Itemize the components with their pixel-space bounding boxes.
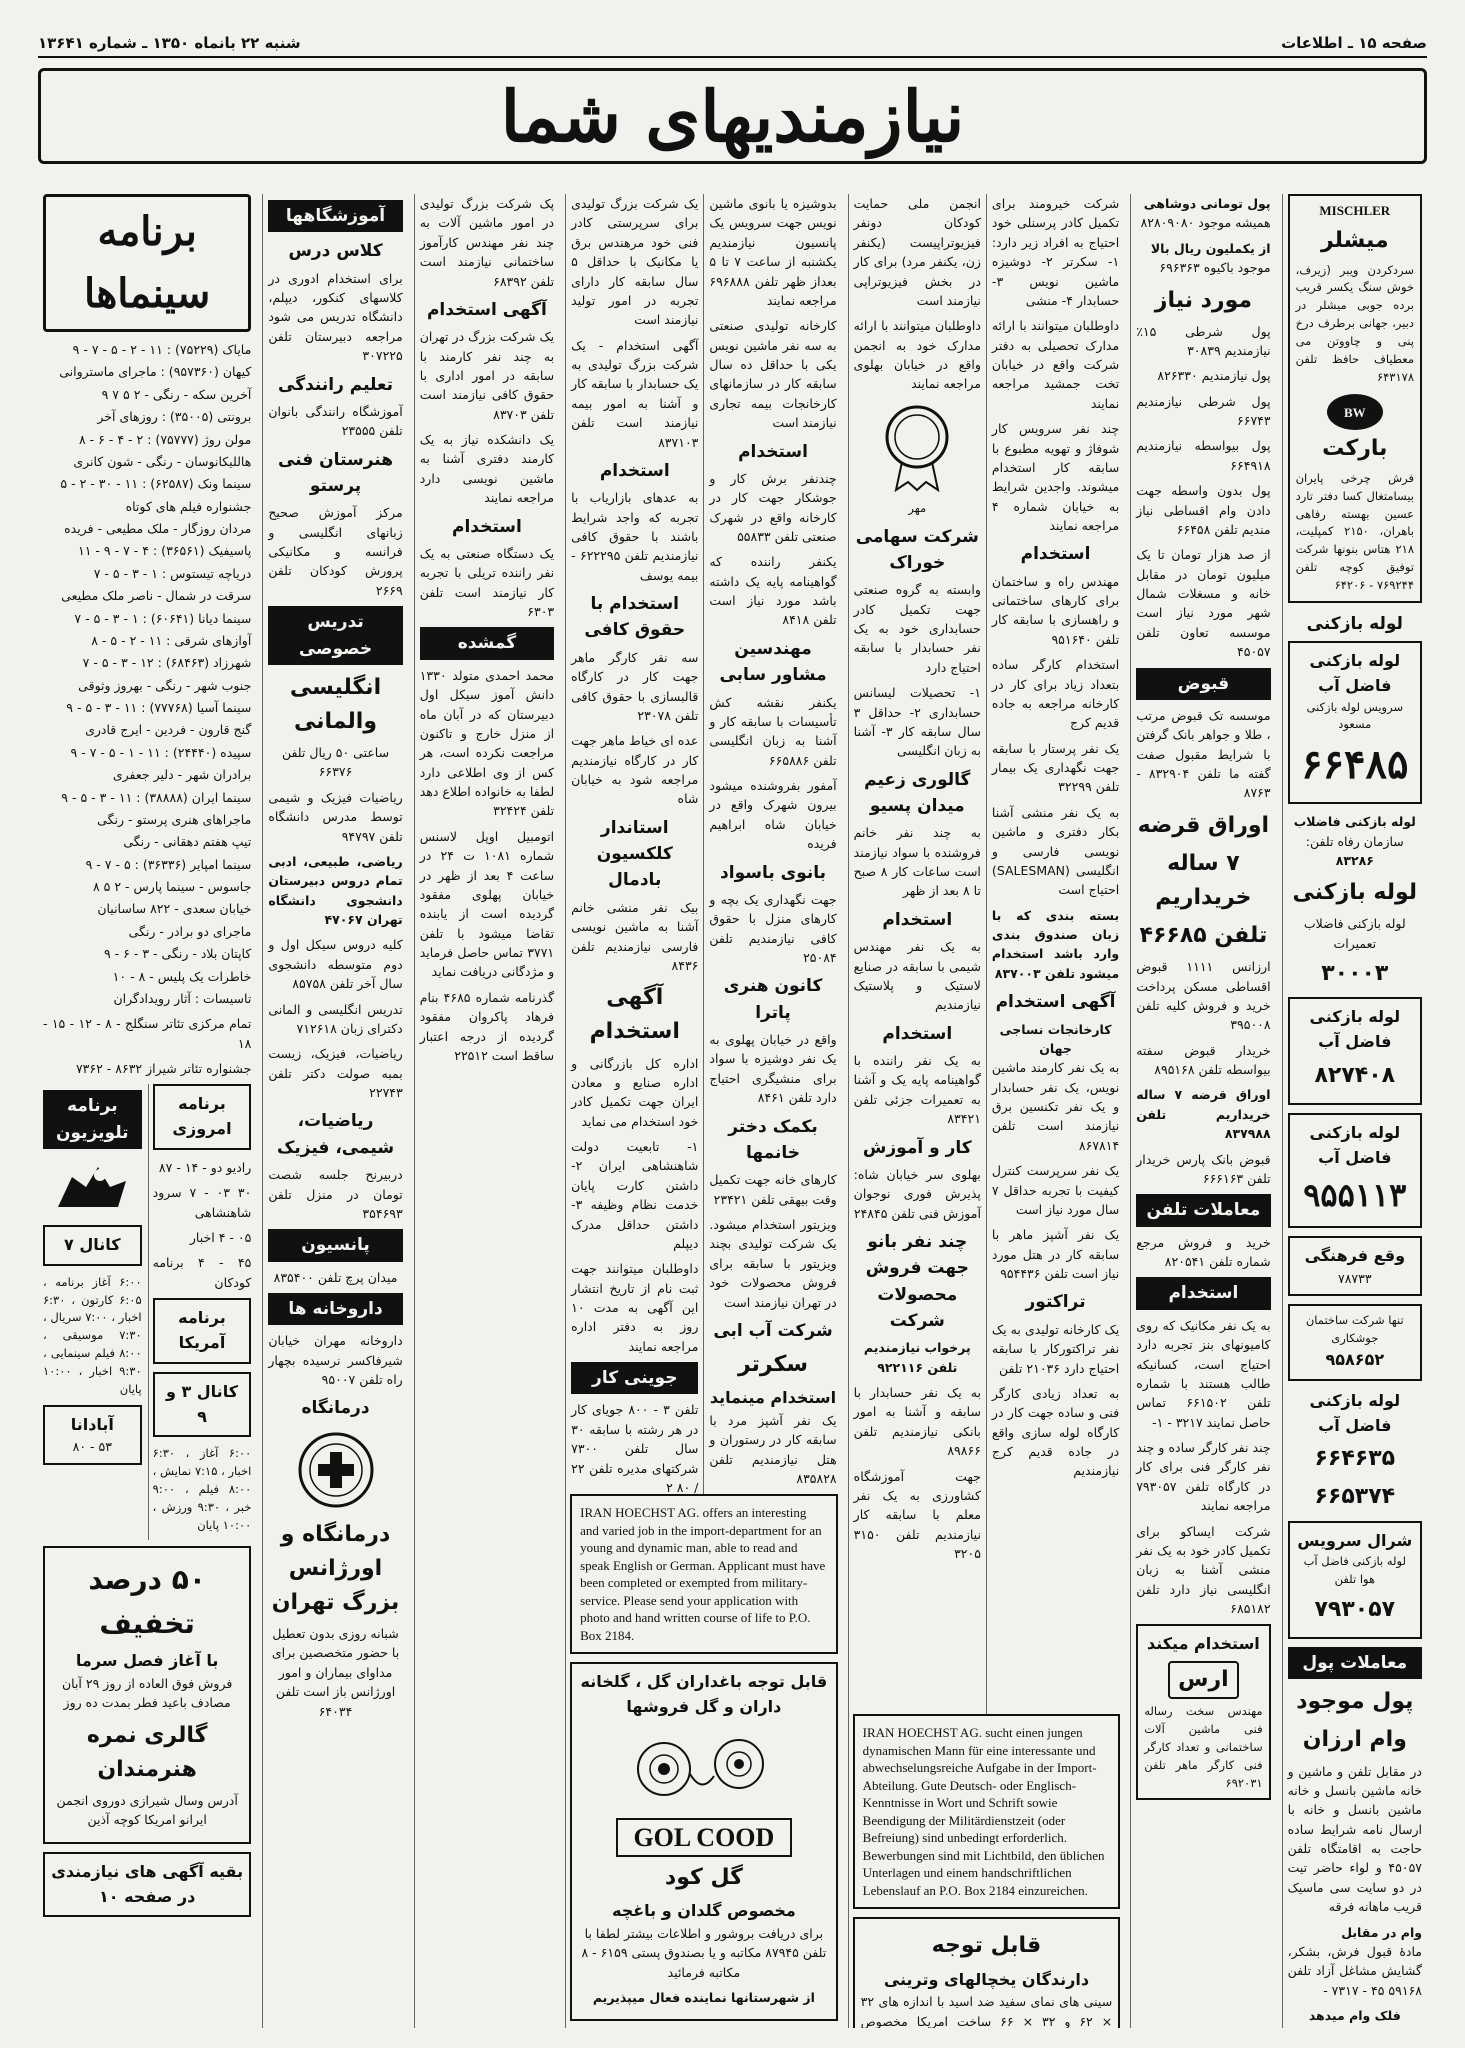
job-ad-24: جهت آموزشگاه کشاورزی به یک نفر معلم با سابقه کار نیازمندیم تلفن ۳۱۵۰ ۳۲۰۵ [853,1468,981,1562]
job-ad-10: یک نفر سرپرست کنترل کیفیت با تجربه حداقل ۷ سال مورد نیاز است [991,1163,1120,1217]
job-ad-15: داوطلبان میتوانند با ارائه مدارک خود به انجمن واقع در خیابان بهلوی مراجعه نمایند [853,318,981,392]
theatre-note-3: جشنواره تئاتر شیراز ۸۶۳۲ - ۷۳۶۲ [75,1061,252,1076]
cultural-ad-phone: ۷۸۷۳۳ [1338,1270,1372,1286]
trade-text: خرید و فروش مرجع شماره تلفن ۸۲۰۵۴۱ [1136,1234,1271,1270]
job-ad-27: چندنفر برش کار و جوشکار جهت کار در کارخانه واقع در شهرک صنعتی تلفن ۵۵۸۳۳ [709,470,837,544]
job-ad-31: جهت نگهداری یک بچه و کارهای منزل با حقوق کافی نیازمندیم تلفن ۲۵۰۸۴ [709,891,837,965]
column-5-6-body [566,194,842,1494]
school-ad-1: برای استخدام ادوری در کلاسهای کنکور، دیپلم، دانشگاه تدریس می شود مراجعه دبیرستان تلفن ۳۰۷۲۲۵ [268,270,403,364]
job-ad-23: به یک نفر حسابدار با سابقه و آشنا به امور بانکی نیازمندیم تلفن ۸۹۸۶۶ [853,1385,981,1459]
job-ad-21-title: کار و آموزش [862,1137,972,1158]
pipe-ad-1-sub: سرویس لوله بازکنی مسعود [1306,699,1404,732]
pipe-ad-6-title: لوله بازکنی فاضل آب [1309,1390,1401,1435]
fridge-ad-sub: دارندگان یخچالهای وترینی [883,1969,1090,1989]
money-ad-6: پول بیواسطه نیازمندیم ۶۶۴۹۱۸ [1136,438,1271,473]
job-ad-14: انجمن ملی حمایت کودکان دونفر فیزیوتراپیست (یکنفر زن، یکنفر مرد) برای کار در بخش فیزیوتراپی نیازمند است [853,196,981,308]
gol-cood-city: از شهرستانها نماینده فعال میپذیریم [592,1990,815,2006]
mischler-text: سردکردن ویبر (زیرف، خوش سنگ یکسر قریب برده جوبی میشلر در دبیر، جهانی برطرف درخ پنی و چاووتن می معطیاف حافظ تلفن ۶۴۳۱۷۸ [1295,262,1414,384]
bond-sub: ۷ ساله خریداریم [1155,850,1252,910]
clinic-heading: درمانگاه [301,1398,370,1419]
job-ad-4-heading: استخدام [1020,544,1091,565]
cinema-listing: خاطرات یک پلیس - ۸ - ۱۰ [112,968,252,984]
section-banner [38,68,1427,164]
tv-section [43,1084,251,1540]
job-ad-16-title: شرکت سهامی خوراک [855,526,979,573]
job-ad-19: به یک نفر مهندس شیمی با سابقه در صنایع لاستیک و پلاستیک نیازمندیم [853,939,981,1013]
cinema-listing: برادران شهر - دلیر جعفری [112,767,252,783]
cinema-listing: تیپ هفتم دهقانی - رنگی [123,834,252,850]
hire-ad-2: چند نفر کارگر ساده و چند نفر کارگر فنی برای کار در کارگاه تلفن ۷۹۳۰۵۷ مراجعه نمایند [1136,1440,1271,1514]
job-ad-19-heading: استخدام [882,909,953,930]
pharmacy-text: داروخانه مهران خیابان شیرفاکسر نرسیده بچهار راه تلفن ۹۵۰۰۷ [268,1333,403,1388]
job-ad-47: ۱- تابعیت دولت شاهنشاهی ایران ۲- داشتن کارت پایان خدمت نظام وظیفه ۳- داشتن حداقل مدرک دیپلم [571,1139,699,1251]
job-ad-5: استخدام کارگر ساده بتعداد زیاد برای کار در کارخانه مراجعه به جاده قدیم کرج [991,657,1120,731]
channel-39-label: کانال ۳ و ۹ [153,1372,252,1438]
radio-heading: رادیو دو - ۱۴ - ۸۷ [158,1159,252,1175]
job-ad-12: یک کارخانه تولیدی به یک نفر تراکتورکار با سابقه احتیاج دارد ۲۱۰۳۶ تلفن [991,1321,1120,1376]
tutor-ad-7-title: ریاضیات، شیمی، فیزیک [276,1111,395,1158]
job-ad-34: ویزیتور استخدام میشود. یک شرکت تولیدی بچند ویزیتور با سابقه برای فروش محصولات خود در تهران نیازمند است [709,1217,837,1310]
pipe-ad-4-phone: ۸۲۷۴۰۸ [1314,1062,1396,1088]
hire-ad-3: شرکت ایساکو برای تکمیل کادر خود به یک نفر منشی آشنا به زبان انگلیسی نیاز دارد تلفن ۶۸۵۱۸۲ [1136,1523,1271,1616]
service-ad-phone: ۷۹۳۰۵۷ [1314,1596,1396,1622]
cultural-ad-2 [1288,1304,1422,1380]
running-header [38,34,1427,58]
private-tutor-heading: تدریس خصوصی [268,606,402,665]
money-ad-1-title: پول تومانی دوشاهی [1143,196,1271,211]
cinema-listing: شهرزاد (۶۸۴۶۳) : ۱۲ - ۳ - ۵ - ۷ [82,655,252,671]
pipe-ad-3-phone: ۳۰۰۰۳ [1321,961,1389,987]
cinema-listing: کیهان (۹۵۷۳۶۰) : ماجرای ماستروانی [59,364,252,380]
loan-ad [1288,1923,1422,2001]
job-ad-29-title: مهندسین مشاور سابی [719,638,827,686]
column-3-4 [848,194,1125,2028]
job-ad-26: کارخانه تولیدی صنعتی به سه نفر ماشین نویس یکی با حداقل ده سال سابقه کار در سازمانهای کارخانجات بیمه تجاری نیازمند است [709,318,837,431]
job-ad-9-title: آگهی استخدام [995,992,1116,1013]
clinic-title: درمانگاه و اورژانس بزرگ تهران [271,1521,400,1615]
loan-ad-2-text [1288,2025,1422,2028]
pipe-ad-2-phone: ۸۳۲۸۶ [1335,852,1374,868]
job-seekers-heading: جوینی کار [571,1362,698,1394]
job-ad-6: یک نفر پرستار با سابقه جهت نگهداری یک بیمار تلفن ۳۲۲۹۹ [991,740,1120,795]
job-ad-21: بهلوی سر خیابان شاه: پذیرش فوری نوجوان آموزش فنی تلفن ۲۴۸۴۵ [853,1166,981,1221]
pipe-ad-5-phone: ۹۵۵۱۱۳ [1303,1175,1407,1214]
money-text: در مقابل تلفن و ماشین و خانه ماشین بانسل و خانه ماشین بانسل و خانه با ارسال نامه شرایط ساده حاجت به اقامتگاه تلفن ۴۵۰۵۷ و لواء حاضر تیت در دو سایت سی ماسیک قریب ماهانه فرقه [1287,1763,1422,1915]
job-ad-41: آگهی استخدام - یک شرکت بزرگ تولیدی به یک حسابدار با سابقه کار و آشنا به امور بیمه نیازمند است تلفن ۸۳۷۱۰۳ [571,337,699,450]
sale-ad-name: گالری نمره هنرمندان [86,1722,208,1782]
tv-item-3: ۴۵ - ۴ برنامه کودکان [152,1255,252,1290]
money-ad-8: از صد هزار تومان تا یک میلیون تومان در مقابل خانه و مسغلات شمال شهر مورد نیاز است موسسه تعاون تلفن ۴۵۰۵۷ [1136,547,1271,660]
gol-cood-latin: GOL COOD [616,1818,792,1857]
job-ad-45-title: استاندار کلکسیون بادمال [596,817,673,891]
clinic-text: شبانه روزی بدون تعطیل با حضور متخصصین برای مداوای بیماران و امور اورژانس باز است تلفن ۶۴۰۳۴ [271,1626,400,1719]
fridge-ad-text: سینی های نمای سفید ضد اسید با اندازه های ۳۲ × ۶۲ و ۳۲ × ۶۶ ساخت امریکا مخصوص [860,1994,1113,2028]
job-ad-40: یک شرکت بزرگ تولیدی برای سرپرستی کادر فنی خود مرهندس برق یا مکانیک با حداقل ۵ سال سابقه کار دارای تجربه در امور تولید نیازمند است [571,196,699,328]
sale-ad-sub: با آغاز فصل سرما [75,1651,219,1671]
pipe-ad-6 [1288,1389,1422,1515]
continued-note: بقیه آگهی های نیازمندی در صفحه ۱۰ [43,1852,251,1918]
pipe-ad-5 [1288,1113,1422,1228]
columns [38,194,1427,2028]
pipe-ad-5-title: لوله بازکنی فاضل آب [1309,1122,1401,1167]
cinema-listing: مردان روزگار - ملک مطیعی - فریده [64,521,252,536]
column-8 [262,194,407,2028]
tutor-ad-1-title: انگلیسی والمانی [289,674,382,734]
clinic-emblem-icon [268,1430,402,1510]
loan-ad-text: مادهٔ قبول فرش، بشکر، گشایش مشاغل آزاد تلفن ۵۹۱۶۸ ۴۵ - ۷۳۱۷ - [1287,1943,1422,1998]
service-ad-title: شرال سرویس [1297,1530,1413,1550]
cinema-listing: ماجرای دو برادر - رنگی [128,923,252,939]
money-ad-2-title: از یکملیون ریال بالا [1150,240,1271,256]
job-ad-22: پرخواب نیازمندیم تلفن ۹۲۲۱۱۶ [863,1340,971,1375]
gol-cood-name: گل کود [664,1865,743,1891]
cinema-listing: سپیده (۲۴۴۴۰) : ۱۱ - ۱ - ۵ - ۷ - ۹ [70,744,252,760]
service-ad-text: لوله بازکنی فاضل آب هوا تلفن [1303,1554,1406,1587]
tv-heading: برنامه تلویزیون [43,1090,142,1149]
channel-7-items: ۶:۰۰ آغاز برنامه ، ۶:۰۵ کارتون ، ۶:۳۰ اخبار ، ۷:۰۰ سریال ، ۷:۳۰ موسیقی ، ۸:۰۰ فیلم سینمایی ، ۹:۳۰ اخبار ، ۱۰:۰۰ پایان [42,1274,142,1396]
pipe-ad-6-phone-1: ۶۶۴۶۳۵ [1314,1446,1396,1472]
cinema-listing: جشنواره فیلم های کوتاه [125,498,252,514]
pipe-heading: لوله بازکنی [1306,613,1403,634]
job-ad-50-heading: آگهی استخدام [426,299,547,320]
service-ad [1288,1521,1422,1640]
job-ad-33-title: بکمک دختر خانمها [728,1116,818,1163]
tv-column-b [43,1084,142,1540]
cinema-listing: آوازهای شرقی : ۱۱ - ۲ - ۵ - ۸ [91,632,252,648]
job-ad-50: یک شرکت بزرگ در تهران به چند نفر کارمند با سابقه در امور اداری با حقوق کافی نیازمند است تلفن ۸۳۷۰۳ [419,329,555,422]
money-ad-4: پول نیازمندیم ۸۲۶۳۳۰ [1157,368,1271,384]
pipe-ad-2-title: لوله بازکنی فاضلاب [1293,814,1416,830]
pipe-ad-3-sub: لوله بازکنی فاضلاب تعمیرات [1303,916,1406,951]
receipts-text: موسسه تک قبوض مرتب ، طلا و جواهر بانک گرفتن با شرایط مقبول صفت گفته ما تلفن ۸۳۲۹۰۴ - ۸۷۶۳ [1136,707,1271,801]
job-seekers-text: تلفن ۳ - ۸۰۰ جویای کار در هر رشته با سابقه ۳۰ سال تلفن ۷۳۰۰ شرکتهای مدیره تلفن ۲۲ / ۸۰ ۲ [571,1402,699,1494]
money-ad-7: پول بدون واسطه جهت دادن وام اقساطی نیاز مندیم تلفن ۶۶۴۵۸ [1136,483,1271,537]
column-6 [566,194,703,1494]
fridge-ad-title: قابل توجه [931,1933,1042,1959]
lost-ad-2: اتومبیل اوپل لاسنس شماره ۱۰۸۱ ت ۲۴ در ساعت ۴ بعد از ظهر در خیابان پهلوی مفقود گردیده است از یابنده تقاضا میشود با تلفن ۳۷۷۱ تماس حاصل فرماید و مژدگانی دریافت نماید [419,828,555,980]
sale-ad-address: آدرس وسال شیرازی دوروی انجمن ایرانو امریکا کوچه آذین [56,1792,238,1828]
job-ad-7: به یک نفر منشی آشنا بکار دفتری و ماشین نویسی فارسی و انگلیسی (SALESMAN) احتیاج است [991,804,1120,898]
hoechst-german-ad: IRAN HOECHST AG. sucht einen jungen dynamischen Mann für eine interessante und abwechselungsreiche Aufgabe in der Import-Abteilung. Gute Deutsch- oder Englisch-Kenntnisse in Wort und Schrift sowie Beendigung der Militärdienstzeit (oder Befreiung) sind unbedingt erforderlich. Bewerbungen sind mit Lichtbild, den üblichen Unterlagen und einem handschriftlichen Lebenslauf an P.O. Box 2184 einzureichen. [853,1714,1121,1909]
lost-ad-3: گذرنامه شماره ۴۶۸۵ بنام فرهاد پاکروان مفقود گردیده از درجه اعتبار ساقط است ۲۲۵۱۲ [419,989,555,1063]
school-ad-3: مرکز آموزش صحیح زبانهای انگلیسی و فرانسه و مکانیکی پرورش کودکان تلفن ۲۶۶۹ [268,505,403,598]
job-ad-20: به یک نفر راننده با گواهینامه پایه یک و آشنا به تعمیرات جزئی تلفن ۸۳۴۲۱ [853,1053,981,1127]
job-ad-8: بسته بندی که با زبان صندوق بندی وارد باشد استخدام میشود تلفن ۸۳۷۰۰۳ [991,907,1120,981]
pension-heading: پانسیون [268,1229,402,1261]
cinema-listing: جنوب شهر - رنگی - بهروز وثوقی [78,677,252,693]
job-ad-44: عده ای خیاط ماهر جهت کار در کارگاه نیازمندیم مراجعه شود به خیابان شاه [571,733,699,807]
cinema-listing: ماجراهای هنری پرستو - رنگی [97,811,252,827]
gol-cood-sub: مخصوص گلدان و باغچه [611,1901,796,1921]
job-ad-11: یک نفر آشپز ماهر با سابقه کار در هتل مورد نیاز است تلفن ۹۵۴۴۳۶ [991,1227,1120,1282]
job-ad-43: سه نفر کارگر ماهر جهت کار در کارگاه قالبسازی با حقوق کافی تلفن ۲۳۰۷۸ [571,649,699,723]
money-ad-2-text: موجود باکیوه ۶۹۶۳۶۳ [1159,260,1271,276]
trade-heading: معاملات تلفن [1136,1194,1270,1226]
pipe-ad-1-title: لوله بازکنی فاضل آب [1309,651,1401,695]
money-heading: معاملات پول [1288,1647,1422,1679]
job-ad-3: چند نفر سرویس کار شوفاژ و تهویه مطبوع با سابقه کار استخدام میشوند. واجدین شرایط به خیابان شماره ۴ مراجعه نمایند [991,421,1120,533]
cinema-listing: هاللیکانوسان - رنگی - شون کانری [73,453,252,469]
money-ad-5: پول شرطی نیازمندیم ۶۶۷۴۳ [1136,393,1271,429]
issue-date: شنبه ۲۲ بانماه ۱۳۵۰ ـ شماره ۱۳۶۴۱ [38,34,301,52]
cinema-listing: جاسوس - سینما پارس - ۲ ۵ ۸ [92,879,252,894]
loan-ad-title: وام در مقابل [1341,1924,1422,1940]
job-ad-27-heading: استخدام [738,441,808,462]
job-ad-9-sub: کارخانجات نساجی جهان [999,1021,1112,1056]
lost-ad-1: محمد احمدی متولد ۱۳۳۰ دانش آموز سیکل اول دبیرستان که در آبان ماه از منزل خارج و تاکنون مراجعت نکرده است، هر کس از وی اطلاعی دارد لطفا به خانواده اطلاع دهد تلفن ۳۲۴۲۴ [419,667,555,819]
cinema-listing: مولن روژ (۷۵۷۷۷) : ۲ - ۴ - ۶ - ۸ [78,431,252,447]
cinema-title: برنامه سینماها [43,194,251,332]
america-heading: برنامه آمریکا [153,1298,252,1364]
cinema-listing: سینما آسیا (۷۷۷۶۸) : ۱۱ - ۳ - ۵ - ۹ [66,700,252,715]
tutor-ad-2: ریاضیات فیزیک و شیمی توسط مدرس دانشگاه تلفن ۹۴۷۹۷ [268,789,403,844]
job-ad-35-sub: سکرتر [737,1352,809,1378]
theatre-note-1: تاسیسات : آثار رویدادگران [113,990,252,1006]
channel-7-label: کانال ۷ [43,1225,142,1266]
cinema-listing: سینما دیانا (۶۰۶۴۱) : ۱ - ۳ - ۵ - ۷ [74,610,252,626]
pharmacy-heading: داروخانه ها [268,1293,402,1325]
cinema-listing: سرقت در شمال - ناصر ملک مطیعی [61,588,252,604]
bond-phone: تلفن ۴۶۶۸۵ [1139,923,1268,949]
cultural-ad [1288,1236,1422,1296]
column-5 [703,194,841,1494]
job-ad-36: یک نفر آشپز مرد با سابقه کار در رستوران و هتل نیازمندیم تلفن ۸۳۵۸۲۸ [709,1413,837,1487]
job-ad-20-heading: استخدام [882,1023,953,1044]
tv-program-heading: برنامه امروزی [153,1084,252,1150]
job-ad-9: به یک نفر کارمند ماشین نویس، یک نفر حسابدار و یک نفر تکنسین برق نیازمند است تلفن ۸۶۷۸۱۴ [991,1060,1120,1153]
tv-lion-icon [43,1157,142,1217]
hire-heading: استخدام [1136,1277,1270,1309]
pipe-ad-6-phone-2: ۶۶۵۳۷۴ [1314,1484,1396,1510]
hire-ad-4-text: مهندس سخت رساله فنی ماشین آلات ساختمانی و تعداد کارگر فنی کارگر ماهر تلفن ۶۹۲۰۳۱ [1144,1704,1263,1790]
tutor-ad-7: دربیرنح جلسه شصت تومان در منزل تلفن ۳۵۴۶۹۳ [268,1167,403,1221]
job-ad-28: یکنفر راننده که گواهینامه پایه یک داشته باشد مورد نیاز است تلفن ۸۴۱۸ [709,554,837,628]
column-4 [849,194,986,1714]
hire-text: به یک نفر مکانیک که روی کامیونهای بنز تجربه دارد احتیاج است، کسانیکه طالب هستند با شماره تلفن ۶۶۱۵۰۲ تماس حاصل نمایند ۳۲۱۷ - ۱- [1136,1317,1271,1430]
job-ad-13: به تعداد زیادی کارگر فنی و ساده جهت کار در کارگاه لوله سازی واقع در جاده قدیم کرج نیازمندیم [991,1385,1120,1479]
loan-ad-2 [1288,2006,1422,2028]
seal-icon [854,402,981,492]
tv-column-a [148,1084,252,1540]
pipe-ad-4 [1288,997,1422,1105]
pension-text: میدان پرچ تلفن ۸۳۵۴۰۰ [273,1269,398,1285]
money-title: پول موجود [1296,1689,1414,1715]
channel-39-items: ۶:۰۰ آغاز ، ۶:۳۰ اخبار ، ۷:۱۵ نمایش ، ۸:۰۰ فیلم ، ۹:۰۰ خبر ، ۹:۳۰ ورزش ، ۱۰:۰۰ پایان [152,1446,252,1532]
mischler-ad [1288,194,1422,603]
job-ad-31-title: بانوی باسواد [720,862,827,883]
hire-ad-4-title: استخدام میکند [1146,1634,1260,1654]
job-ad-32-title: کانون هنری پاترا [723,976,823,1023]
needed-title: مورد نیاز [1154,287,1252,313]
pipe-ad-3-title: لوله بازکنی [1292,880,1418,906]
tutor-ad-6: ریاضیات، فیزیک، زیست بمبه صولت دکتر تلفن ۲۲۷۴۳ [268,1046,403,1101]
barket-text: فرش چرخی پایران بیسامتغال کسا دفتر تارد عسین بهسته رفاهی باهران، ۲۱۵۰ کمپلیت، ۲۱۸ هتاس بنونها شرکت توفیق کوچه تلفن ۷۶۹۲۴۴ - ۶۴۲۰۶ [1295,470,1414,592]
job-ad-46: اداره کل بازرگانی و اداره صنایع و معادن ایران جهت تکمیل کادر خود استخدام می نماید [571,1055,699,1129]
pipe-ad-1 [1288,641,1422,804]
column-3-4-body [849,194,1125,1714]
job-ad-17: ۱- تحصیلات لیسانس حسابداری ۲- حداقل ۳ سال سابقه کار ۳- آشنا به زبان انگلیسی [853,685,981,759]
job-ad-46-title: آگهی استخدام [589,985,680,1045]
job-ad-49: پک شرکت بزرگ تولیدی در امور ماشین آلات به چند نفر مهندس کارآموز ساختمانی نیازمند است تلفن ۶۸۳۹۲ [419,196,555,289]
cinema-listing: گنج قارون - فردین - ایرج قادری [85,722,252,738]
cinema-listing: سینما امپایر (۳۶۳۳۶) : ۵ - ۷ - ۹ [85,856,252,872]
schools-heading: آموزشگاهها [268,200,402,232]
job-ad-42-heading: استخدام [599,460,670,481]
gol-cood-ad [570,1662,838,2021]
job-ad-1: شرکت خیرومند برای تکمیل کادر پرسنلی خود احتیاج به افراد زیر دارد: ۱- سکرتر ۲- دوشیزه ماشین نویس ۳- حسابدار ۴- منشی [991,196,1120,308]
loan-ad-2-title: فلک وام میدهد [1308,2008,1401,2024]
abadan-phone: ۵۳ - ۸۰ [72,1439,112,1455]
pipe-ad-2 [1288,812,1422,870]
money-ad-2 [1136,239,1270,278]
receipts-heading: قبوض [1136,668,1270,700]
tv-item-2: ۰۵ - ۴ اخبار [189,1230,252,1246]
gol-cood-info: برای دریافت بروشور و اطلاعات بیشتر لطفا با تلفن ۸۷۹۴۵ مکاتبه و یا بصندوق پستی ۶۱۵۹ - ۸ مکاتبه فرمائید [581,1925,827,1980]
sale-ad-text: فروش فوق العاده از روز ۲۹ آبان مصادف باعید فطر بمدت ده روز [61,1676,233,1711]
hire-ad-4-logo: ارس [1168,1661,1239,1699]
cinema-listing: برونتی (۳۵۰۰۵) : روزهای آخر [97,409,252,425]
cinema-listing: پاسیفیک (۳۶۵۶۱) : ۴ - ۷ - ۹ - ۱۱ [78,543,252,559]
job-ad-33: کارهای خانه جهت تکمیل وقت بیهقی تلفن ۲۳۴۲۱ [709,1172,837,1207]
money-ad-1 [1136,194,1270,233]
receipts-ad-2: خریدار قبوض سفته بیواسطه تلفن ۸۹۵۱۶۸ [1136,1042,1271,1078]
job-ad-48: داوطلبان میتوانند جهت ثبت نام از تاریخ انتشار این آگهی به مدت ۱۰ روز به دفتر اداره مراجعه نمایند [571,1261,699,1354]
job-ad-18: به چند نفر خانم فروشنده با سواد نیازمند است ساعات کار ۸ صبح تا ۸ بعد از ظهر [853,825,981,899]
bond-ad-2: اوراق قرضه ۷ ساله خریداریم تلفن ۸۳۷۹۸۸ [1136,1087,1271,1142]
gol-cood-intro: قابل توجه باغداران گل ، گلخانه داران و گل فروشها [580,1672,828,1717]
receipts-ad-3: قبوض بانک پارس خریدار تلفن ۶۶۶۱۶۳ [1136,1151,1271,1186]
job-ad-12-title: تراکتور [1025,1292,1086,1313]
cinema-listing: خیابان سعدی - ۸۲۲ ساسانیان [97,901,252,917]
job-ad-16: وابسته به گروه صنعتی جهت تکمیل کادر حسابداری خود به یک نفر حسابدار با سابقه احتیاج دارد [853,582,981,675]
abadan-ad [43,1405,142,1465]
cinema-listing: سینما ایران (۳۸۸۸۸) : ۱۱ - ۳ - ۵ - ۹ [61,789,252,805]
fridge-ad [853,1917,1121,2028]
job-ad-22-title: چند نفر بانو جهت فروش محصولات شرکت [865,1231,969,1331]
job-ad-45: بیک نفر منشی خانم آشنا به ماشین نویسی فارسی نیازمندیم تلفن ۸۴۳۶ [571,899,699,973]
cultural-ad-2-text: تنها شرکت ساختمان جوشکاری [1305,1313,1404,1346]
job-ad-35-text: استخدام مینماید [709,1388,837,1408]
job-ad-52: یک دستگاه صنعتی به یک نفر راننده تریلی با تجربه کار نیازمند است تلفن ۶۳۰۳ [419,545,555,620]
abadan-title: آبادانا [70,1414,114,1434]
column-7 [414,194,559,2028]
sale-ad-title: ۵۰ درصد تخفیف [88,1563,206,1640]
bw-logo-text: BW [1343,405,1366,421]
seal-text: مهر [908,500,927,515]
column-2 [1130,194,1275,2028]
pipe-ad-3 [1288,876,1422,991]
school-ad-2-title: تعلیم رانندگی [278,374,393,395]
sale-ad [43,1546,251,1843]
mischler-name: میشلر [1320,227,1389,253]
money-sub: وام ارزان [1302,1727,1407,1753]
cinema-listing: آخرین سکه - رنگی - ۲ ۵ ۷ ۹ [101,386,252,402]
job-ad-51: یک دانشکده نیاز به یک کارمند دفتری آشنا به ماشین نویسی دارد مراجعه نمایند [419,432,555,506]
column-9 [38,194,256,2028]
school-ad-2: آموزشگاه رانندگی بانوان تلفن ۲۳۵۵۵ [268,403,403,439]
cinema-listing: کاپتان بلاد - رنگی - ۳ - ۶ - ۹ [103,946,252,962]
tutor-ad-3: ریاضی، طبیعی، ادبی تمام دروس دبیرستان دانشجوی دانشگاه تهران ۴۷۰۶۷ [268,853,403,928]
job-ad-18-title: گالوری زعیم میدان پسیو [864,769,971,816]
job-ad-42: به عدهای بازاریاب با تجربه که واجد شرایط باشند با حقوق کافی نیازمندیم تلفن ۶۲۲۲۹۵ - بیمه یوسف [571,490,699,583]
tv-item-1: ۳۰ ۰۳ - ۷ سرود شاهنشاهی [152,1185,252,1220]
job-ad-2: داوطلبان میتوانند با ارائه مدارک تحصیلی به دفتر شرکت واقع در خیابان تخت جمشید مراجعه نمایند [991,318,1120,411]
job-ad-30: آمفور بفروشنده میشود بیرون شهرک واقع در خیابان شاه ابراهیم فریده [709,778,837,852]
job-ad-4: مهندس راه و ساختمان برای کارهای ساختمانی و راهسازی با سابقه کار تلفن ۹۵۱۶۴۰ [991,573,1120,647]
tutor-ad-5: تدریس انگلیسی و المانی دکترای زبان ۷۱۲۶۱۸ [268,1001,403,1036]
cinema-listing: دریاچه تیستوس : ۱ - ۳ - ۵ - ۷ [93,565,252,581]
pipe-ad-4-title: لوله بازکنی فاضل آب [1309,1007,1401,1052]
hoechst-english-ad: IRAN HOECHST AG. offers an interesting and varied job in the import-department for an young and dynamic man, able to read and speak English or German. Applicant must have been completed or exempted from military-service. Please send your application with photo and hand written course of life to P.O. Box 2184. [570,1494,838,1654]
job-ad-35-title: شرکت آب ابی [713,1320,833,1341]
barket-name: بارکت [1322,435,1388,461]
column-3 [986,194,1124,1714]
pipe-ad-1-phone: ۶۶۴۸۵ [1301,741,1409,789]
column-1 [1282,194,1427,2028]
bond-title: اوراق قرضه [1137,812,1270,838]
cinema-listing: سینما ونک (۶۲۵۸۷) : ۱۱ - ۳۰ - ۲ - ۵ [60,476,252,492]
section-title: نیازمندیهای شما [500,74,965,158]
column-5-6 [565,194,842,2028]
tutor-ad-1: ساعتی ۵۰ ریال تلفن ۶۶۳۷۶ [281,745,390,780]
theatre-note-2: تمام مرکزی تئاتر سنگلج - ۸ - ۱۲ - ۱۵ - ۱۸ [42,1016,252,1051]
job-ad-32: واقع در خیابان پهلوی به یک نفر دوشیزه با سواد برای منشیگری احتیاج دارد تلفن ۸۴۶۱ [709,1032,837,1106]
school-ad-1-title: کلاس درس [288,241,383,262]
money-ad-1-text: همیشه موجود ۸۲۸۰۹۰۸۰ [1140,215,1271,231]
job-ad-29: یکنفر نقشه کش تأسیسات با سابقه کار و آشنا به زبان انگلیسی تلفن ۶۶۵۸۸۶ [709,694,837,768]
cultural-ad-title: وقع فرهنگی [1304,1246,1406,1266]
needed-text: پول شرطی ۱۵٪ نیازمندیم ۳۰۸۳۹ [1136,323,1271,358]
receipts-ad-1: ارزانس ۱۱۱۱ قبوض اقساطی مسکن پرداخت خرید و فروش کلیه تلفن ۳۹۵۰۰۸ [1136,959,1271,1033]
school-ad-3-title: هنرستان فنی پرستو [277,449,394,496]
cinema-list [43,340,251,986]
cinema-listing: مایاک (۷۵۲۲۹) : ۱۱ - ۲ - ۵ - ۷ - ۹ [72,342,252,357]
lost-heading: گمشده [420,627,554,659]
job-ad-52-title: استخدام [452,516,522,537]
pipe-ad-2-sub: سازمان رفاه تلفن: [1305,833,1404,849]
job-ad-25: بدوشیزه یا بانوی ماشین نویس جهت سرویس یک پانسیون نیازمندیم یکشنبه از ساعت ۷ تا ۵ بعداز ظهر تلفن ۶۹۶۸۸۸ مراجعه نمایند [709,196,837,308]
job-ad-43-title: استخدام با حقوق کافی [584,594,686,641]
page-label: صفحه ۱۵ ـ اطلاعات [1281,34,1427,52]
cultural-ad-2-phone: ۹۵۸۶۵۲ [1325,1349,1385,1369]
tutor-ad-4: کلیه دروس سیکل اول و دوم متوسطه دانشجوی سال آخر تلفن ۸۵۷۵۸ [268,937,403,992]
hire-ad-4 [1136,1624,1270,1800]
rose-icon [578,1724,830,1814]
mischler-logo-text: MISCHLER [1319,203,1391,218]
